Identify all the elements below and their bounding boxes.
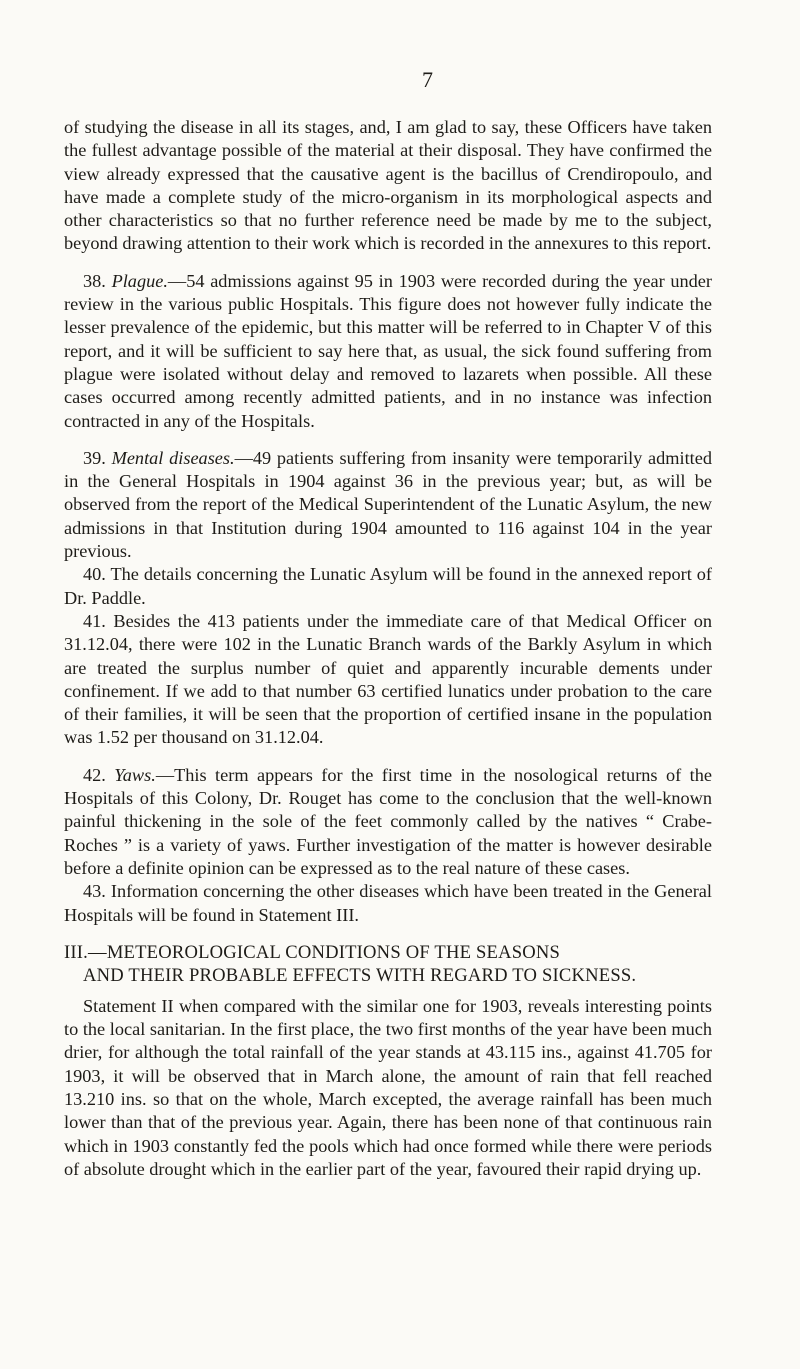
paragraph-39-title: Mental diseases. <box>111 447 235 468</box>
paragraph-38-title: Plague. <box>111 270 168 291</box>
page-number: 7 <box>422 67 433 92</box>
body-text <box>64 116 712 1181</box>
paragraph-42-yaws <box>64 764 712 880</box>
paragraph-continuation: of studying the disease in all its stages, and, I am glad to say, these Officers have taken the fullest advantage possible of the material at their disposal. They have confirmed the view already expressed that the causative agent is the bacillus of Crendiropoulo, and have made a complete study of the micro-organism in its morphological aspects and other characteristics so that no further reference need be made by me to the subject, beyond drawing attention to their work which is recorded in the annexures to this report. <box>64 117 712 254</box>
paragraph-42-body: —This term appears for the first time in the nosological returns of the Hospitals of this Colony, Dr. Rouget has come to the conclusion that the well-known painful thickening in the sole of the feet commonly called by the natives “ Crabe-Roches ” is a variety of yaws. Further investigation of the matter is however desirable before a definite opinion can be expressed as to the real nature of these cases. <box>64 764 712 878</box>
section-heading-line-1: III.—METEOROLOGICAL CONDITIONS OF THE SEASONS <box>64 941 561 963</box>
paragraph-41: 41. Besides the 413 patients under the immediate care of that Medical Officer on 31.12.04, there were 102 in the Lunatic Branch wards of the Barkly Asylum in which are treated the surplus number of quiet and apparently incurable dements under confinement. If we add to that number 63 certified lunatics under probation to the care of their families, it will be seen that the proportion of certified insane in the population was 1.52 per thousand on 31.12.04. <box>64 610 712 748</box>
paragraph-38-plague <box>64 270 712 433</box>
paragraph-38-number: 38. <box>83 270 112 291</box>
paragraph-39-body: —49 patients suffering from insanity were temporarily admitted in the General Hospitals in 1904 against 36 in the previous year; but, as will be observed from the report of the Medical Superintendent of the Lunatic Asylum, the new admissions in that Institution during 1904 amounted to 116 against 104 in the year previous. <box>64 447 712 562</box>
paragraph-42-number: 42. <box>83 764 115 785</box>
paragraph-42-title: Yaws. <box>114 764 156 785</box>
paragraph-39-number: 39. <box>83 447 112 468</box>
section-heading-line-2: AND THEIR PROBABLE EFFECTS WITH REGARD TO SICKNESS. <box>83 964 637 986</box>
paragraph-38-body: —54 admissions against 95 in 1903 were recorded during the year under review in the various public Hospitals. This figure does not however fully indicate the lesser prevalence of the epidemic, but this matter will be referred to in Chapter V of this report, and it will be sufficient to say here that, as usual, the sick found suffering from plague were isolated without delay and removed to lazarets when possible. All these cases occurred among recently admitted patients, and in no instance was infection contracted in any of the Hospitals. <box>64 270 712 431</box>
section-heading <box>64 941 712 987</box>
paragraph-40: 40. The details concerning the Lunatic Asylum will be found in the annexed report of Dr. Paddle. <box>64 564 712 608</box>
paragraph-meteorological: Statement II when compared with the similar one for 1903, reveals interesting points to the local sanitarian. In the first place, the two first months of the year have been much drier, for although the total rainfall of the year stands at 43.115 ins., against 41.705 for 1903, it will be observed that in March alone, the amount of rain that fell reached 13.210 ins. so that on the whole, March excepted, the average rainfall has been much lower than that of the previous year. Again, there has been none of that continuous rain which in 1903 constantly fed the pools which had once formed while there were periods of absolute drought which in the earlier part of the year, favoured their rapid drying up. <box>64 995 712 1179</box>
paragraph-39-mental-diseases <box>64 447 712 563</box>
paragraph-43: 43. Information concerning the other diseases which have been treated in the General Hospitals will be found in Statement III. <box>64 881 712 925</box>
